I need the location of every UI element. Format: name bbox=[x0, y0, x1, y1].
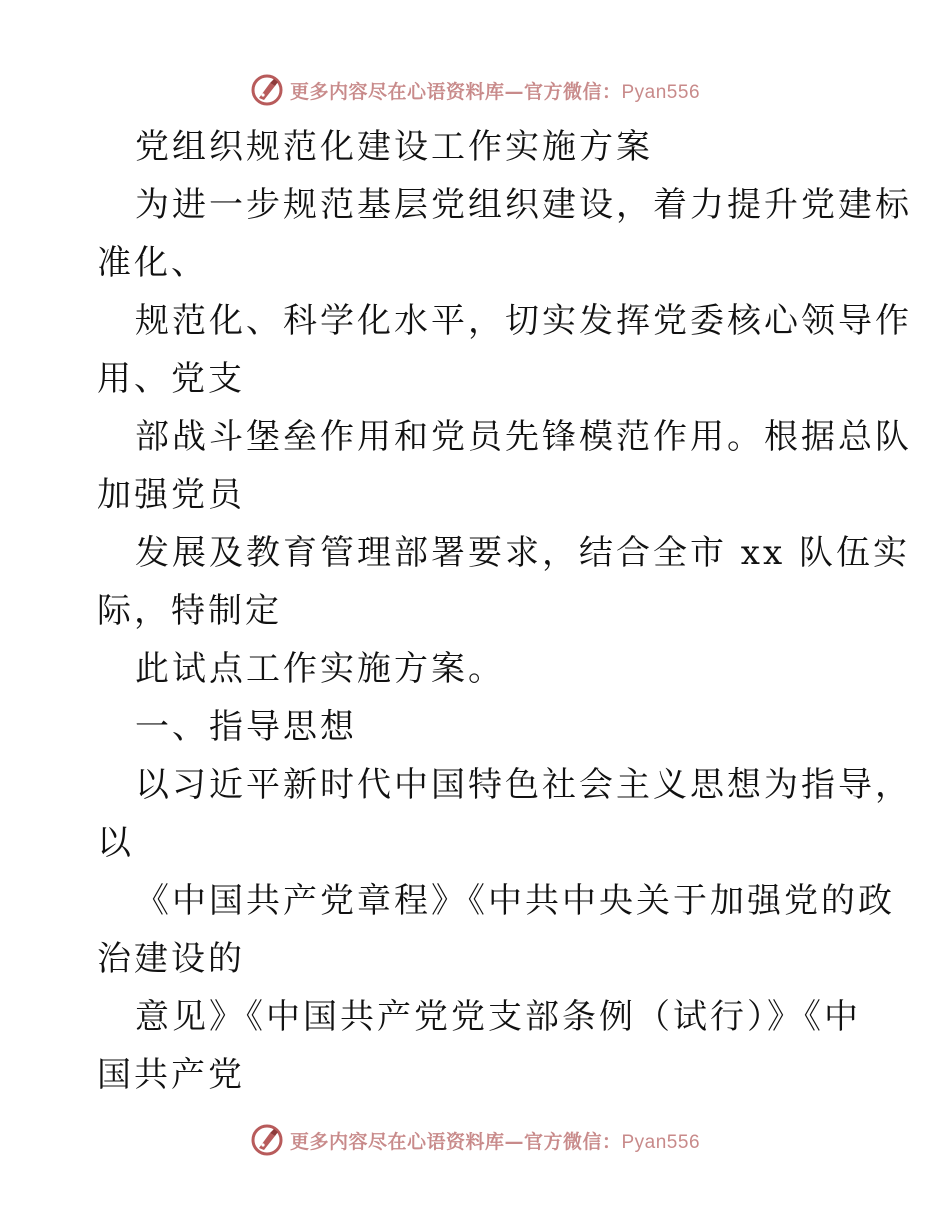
fountain-pen-seal-icon bbox=[250, 73, 284, 107]
paragraph-line: 以习近平新时代中国特色社会主义思想为指导， bbox=[135, 765, 912, 805]
paragraph-line: 国共产党 bbox=[97, 1055, 245, 1095]
fountain-pen-seal-icon bbox=[250, 1123, 284, 1157]
watermark-text: 更多内容尽在心语资料库—官方微信：Pyan556 bbox=[289, 80, 701, 103]
paragraph-line: 此试点工作实施方案。 bbox=[135, 649, 505, 689]
paragraph-line: 意见》《中国共产党党支部条例（试行）》《中 bbox=[135, 997, 861, 1037]
paragraph-line: 用、党支 bbox=[97, 359, 245, 399]
paragraph-line: 以 bbox=[97, 823, 134, 863]
header-watermark bbox=[0, 70, 950, 110]
paragraph-line: 发展及教育管理部署要求，结合全市 xx 队伍实 bbox=[135, 533, 910, 573]
footer-watermark bbox=[0, 1120, 950, 1160]
section-heading: 一、指导思想 bbox=[135, 707, 357, 747]
paragraph-line: 部战斗堡垒作用和党员先锋模范作用。根据总队 bbox=[135, 417, 912, 457]
watermark-text: 更多内容尽在心语资料库—官方微信：Pyan556 bbox=[289, 1130, 701, 1153]
paragraph-line: 为进一步规范基层党组织建设，着力提升党建标 bbox=[135, 185, 912, 225]
paragraph-line: 加强党员 bbox=[97, 475, 245, 515]
paragraph-line: 《中国共产党章程》《中共中央关于加强党的政 bbox=[135, 881, 895, 921]
document-title: 党组织规范化建设工作实施方案 bbox=[135, 127, 653, 167]
paragraph-line: 准化、 bbox=[97, 243, 208, 283]
paragraph-line: 治建设的 bbox=[97, 939, 245, 979]
paragraph-line: 际，特制定 bbox=[97, 591, 282, 631]
paragraph-line: 规范化、科学化水平，切实发挥党委核心领导作 bbox=[135, 301, 912, 341]
